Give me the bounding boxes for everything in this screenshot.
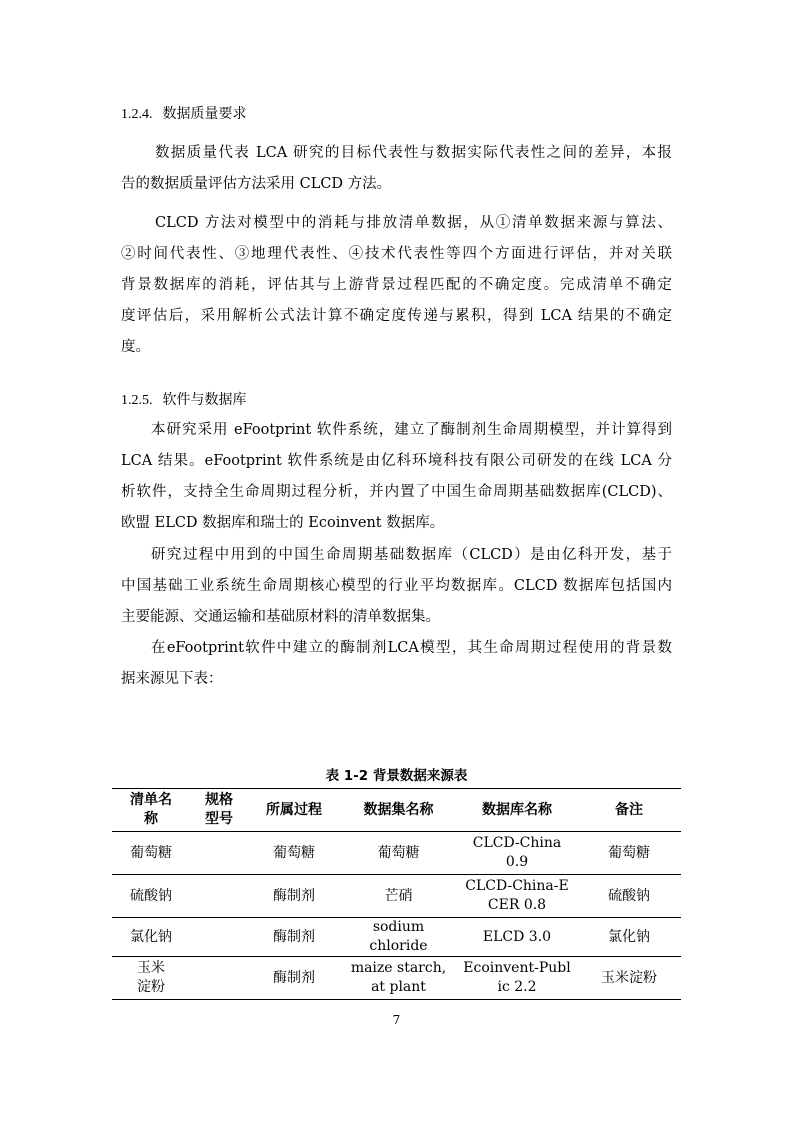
text-line: 本研究采用 eFootprint 软件系统，建立了酶制剂生命周期模型，并计算得到 xyxy=(151,422,672,438)
table-cell xyxy=(190,918,248,957)
table-row xyxy=(112,918,681,957)
column-header: 清单名称 xyxy=(112,789,190,832)
text-line: 在eFootprint软件中建立的酶制剂LCA模型，其生命周期过程使用的背景数 xyxy=(151,640,672,656)
table-cell: 硫酸钠 xyxy=(577,875,681,918)
table-cell: 葡萄糖 xyxy=(112,832,190,875)
column-header: 所属过程 xyxy=(248,789,340,832)
table-cell: 酶制剂 xyxy=(248,875,340,918)
text-line: 背景数据库的消耗，评估其与上游背景过程匹配的不确定度。完成清单不确定 xyxy=(121,277,672,293)
column-header: 数据库名称 xyxy=(457,789,577,832)
table-row xyxy=(112,957,681,1000)
text-line: 研究过程中用到的中国生命周期基础数据库（CLCD）是由亿科开发，基于 xyxy=(151,547,672,563)
text-line: 主要能源、交通运输和基础原材料的清单数据集。 xyxy=(121,609,440,625)
table-cell: 氯化钠 xyxy=(577,918,681,957)
table-cell: CLCD-China-ECER 0.8 xyxy=(457,875,577,918)
table-cell xyxy=(190,832,248,875)
section-heading-1-2-5 xyxy=(121,389,247,409)
table-cell: 芒硝 xyxy=(340,875,457,918)
background-data-table xyxy=(112,788,681,1000)
text-line: CLCD 方法对模型中的消耗与排放清单数据，从①清单数据来源与算法、 xyxy=(155,215,672,231)
table-cell xyxy=(190,957,248,1000)
table-cell: CLCD-China 0.9 xyxy=(457,832,577,875)
table-row xyxy=(112,832,681,875)
text-line: 度。 xyxy=(121,339,150,355)
section-number: 1.2.4. xyxy=(121,107,153,122)
table-header-row xyxy=(112,789,681,832)
table-cell: 葡萄糖 xyxy=(340,832,457,875)
text-line: 中国基础工业系统生命周期核心模型的行业平均数据库。CLCD 数据库包括国内 xyxy=(121,578,672,594)
table-row xyxy=(112,875,681,918)
section-title: 软件与数据库 xyxy=(162,392,247,408)
section-heading-1-2-4 xyxy=(121,103,247,123)
text-line: 度评估后，采用解析公式法计算不确定度传递与累积，得到 LCA 结果的不确定 xyxy=(121,308,672,324)
table-cell: ELCD 3.0 xyxy=(457,918,577,957)
table-caption: 表 1-2 背景数据来源表 xyxy=(325,768,468,784)
text-line: LCA 结果。eFootprint 软件系统是由亿科环境科技有限公司研发的在线 LCA 分 xyxy=(121,453,672,469)
table-cell: 酶制剂 xyxy=(248,957,340,1000)
table-cell: 酶制剂 xyxy=(248,918,340,957)
text-line: 据来源见下表： xyxy=(121,671,223,687)
table-cell: 葡萄糖 xyxy=(577,832,681,875)
paragraph-clcd-database xyxy=(121,540,672,633)
paragraph-background-intro xyxy=(121,633,672,695)
paragraph-clcd-method xyxy=(121,208,672,363)
column-header: 数据集名称 xyxy=(340,789,457,832)
table-cell: 葡萄糖 xyxy=(248,832,340,875)
column-header: 规格型号 xyxy=(190,789,248,832)
table-cell: Ecoinvent-Public 2.2 xyxy=(457,957,577,1000)
paragraph-software xyxy=(121,415,672,539)
section-number: 1.2.5. xyxy=(121,393,153,408)
text-line: 析软件，支持全生命周期过程分析，并内置了中国生命周期基础数据库(CLCD)、 xyxy=(121,484,672,500)
paragraph-data-quality xyxy=(121,138,672,200)
text-line: 数据质量代表 LCA 研究的目标代表性与数据实际代表性之间的差异，本报 xyxy=(155,145,672,161)
table-cell: 氯化钠 xyxy=(112,918,190,957)
column-header: 备注 xyxy=(577,789,681,832)
table-cell xyxy=(190,875,248,918)
table-cell: 硫酸钠 xyxy=(112,875,190,918)
text-line: ②时间代表性、③地理代表性、④技术代表性等四个方面进行评估，并对关联 xyxy=(121,246,672,262)
table-cell: 玉米淀粉 xyxy=(577,957,681,1000)
text-line: 欧盟 ELCD 数据库和瑞士的 Ecoinvent 数据库。 xyxy=(121,515,445,531)
table-cell: maize starch, at plant xyxy=(340,957,457,1000)
table-cell: 玉米淀粉 xyxy=(112,957,190,1000)
section-title: 数据质量要求 xyxy=(162,106,247,122)
page-number: 7 xyxy=(392,1013,401,1027)
text-line: 告的数据质量评估方法采用 CLCD 方法。 xyxy=(121,176,392,192)
table-cell: sodium chloride xyxy=(340,918,457,957)
